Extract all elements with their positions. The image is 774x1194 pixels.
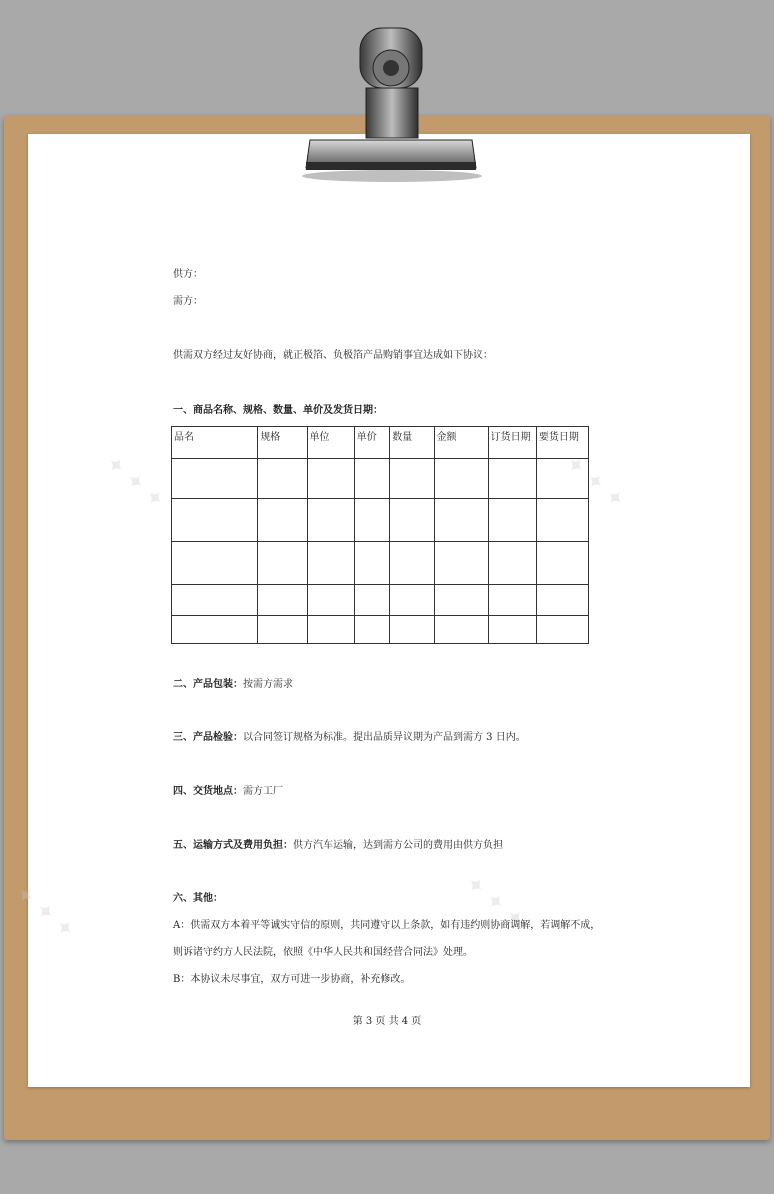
table-row: [172, 585, 589, 616]
col-header: 规格: [258, 427, 307, 459]
table-row: [172, 616, 589, 644]
section2: [173, 675, 293, 690]
col-header: 品名: [172, 427, 258, 459]
section6-line-a2: 则诉诸守约方人民法院，依照《中华人民共和国经营合同法》处理。: [173, 947, 473, 958]
section5: [173, 836, 503, 851]
section4-title: 四、交货地点：: [173, 786, 243, 797]
supplier-label: 供方：: [173, 269, 203, 280]
watermark: ✦ ✦ ✦: [10, 880, 80, 945]
page-number: 第 3 页 共 4 页: [352, 1016, 422, 1027]
goods-table: [171, 426, 589, 644]
col-header: 单价: [354, 427, 390, 459]
section5-title: 五、运输方式及费用负担：: [173, 840, 293, 851]
binder-clip-icon: [0, 0, 774, 190]
watermark: ✦ ✦ ✦: [560, 450, 630, 515]
watermark: ✦ ✦ ✦: [460, 870, 530, 935]
col-header: 数量: [390, 427, 434, 459]
section2-title: 二、产品包装：: [173, 679, 243, 690]
section3-text: 以合同签订规格为标准。提出品质异议期为产品到需方 3 日内。: [243, 732, 526, 743]
section1-title: 一、商品名称、规格、数量、单价及发货日期：: [173, 405, 383, 416]
col-header: 要货日期: [536, 427, 588, 459]
section4-text: 需方工厂: [243, 786, 283, 797]
watermark: ✦ ✦ ✦: [100, 450, 170, 515]
table-row: [172, 459, 589, 499]
buyer-label: 需方：: [173, 296, 203, 307]
section6-line-b: B：本协议未尽事宜，双方可进一步协商，补充修改。: [173, 974, 411, 985]
section6-line-a1: A：供需双方本着平等诚实守信的原则，共同遵守以上条款，如有违约则协商调解，若调解不成，: [173, 920, 601, 931]
section4: [173, 782, 283, 797]
col-header: 单位: [307, 427, 354, 459]
section2-text: 按需方需求: [243, 679, 293, 690]
table-header-row: [172, 427, 589, 459]
table-row: [172, 499, 589, 542]
table-row: [172, 542, 589, 585]
section6-title: 六、其他：: [173, 893, 223, 904]
col-header: 订货日期: [488, 427, 536, 459]
section3: [173, 728, 526, 743]
col-header: 金额: [434, 427, 488, 459]
section3-title: 三、产品检验：: [173, 732, 243, 743]
intro-text: 供需双方经过友好协商，就正极箔、负极箔产品购销事宜达成如下协议：: [173, 350, 493, 361]
section5-text: 供方汽车运输，达到需方公司的费用由供方负担: [293, 840, 503, 851]
